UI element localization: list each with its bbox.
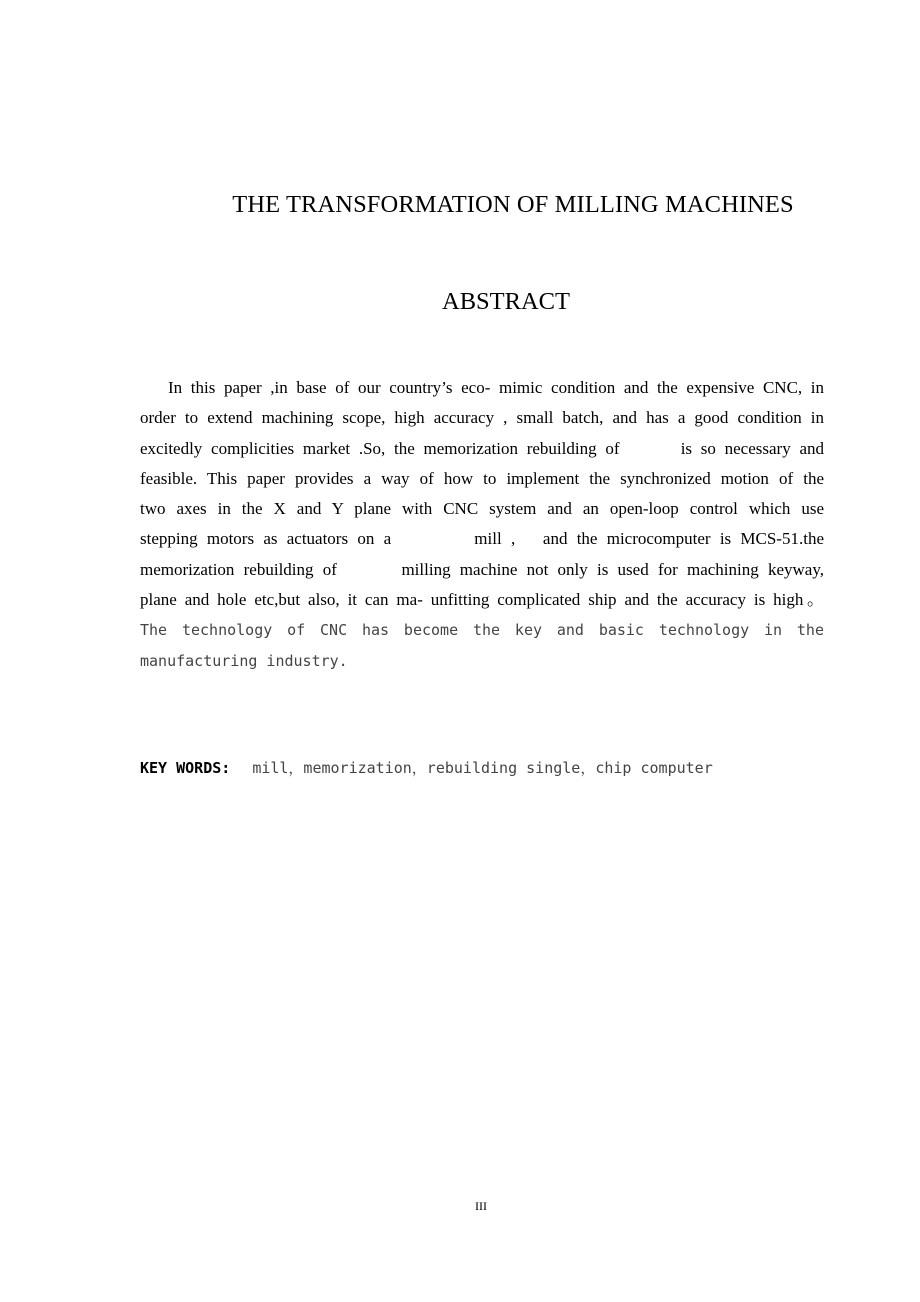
- abstract-line: excitedly complicities market .So, the memorization rebuilding of is so necessary and: [140, 438, 824, 458]
- keywords-value: mill，memorization，rebuilding single，chip computer: [252, 759, 713, 777]
- abstract-line: memorization rebuilding of milling machine not only is used for machining keyway,: [140, 559, 824, 579]
- abstract-line: The technology of CNC has become the key and basic technology in the: [140, 621, 824, 640]
- page-number: III: [475, 1199, 487, 1213]
- abstract-line: manufacturing industry.: [140, 651, 348, 670]
- keywords: [140, 757, 713, 778]
- abstract-line: plane and hole etc,but also, it can ma- unfitting complicated ship and the accuracy is high。: [140, 590, 824, 610]
- abstract-line: feasible. This paper provides a way of how to implement the synchronized motion of the: [140, 468, 824, 488]
- keywords-label: KEY WORDS:: [140, 759, 231, 777]
- abstract-line: stepping motors as actuators on a mill , and the microcomputer is MCS-51.the: [140, 529, 824, 549]
- paper-title: THE TRANSFORMATION OF MILLING MACHINES: [232, 191, 794, 218]
- abstract-line: order to extend machining scope, high accuracy , small batch, and has a good condition in: [140, 408, 824, 428]
- abstract-body: [140, 373, 824, 676]
- abstract-heading: ABSTRACT: [442, 288, 570, 315]
- abstract-line: two axes in the X and Y plane with CNC system and an open-loop control which use: [140, 499, 824, 519]
- abstract-line: In this paper ,in base of our country’s eco- mimic condition and the expensive CNC, in: [168, 378, 824, 397]
